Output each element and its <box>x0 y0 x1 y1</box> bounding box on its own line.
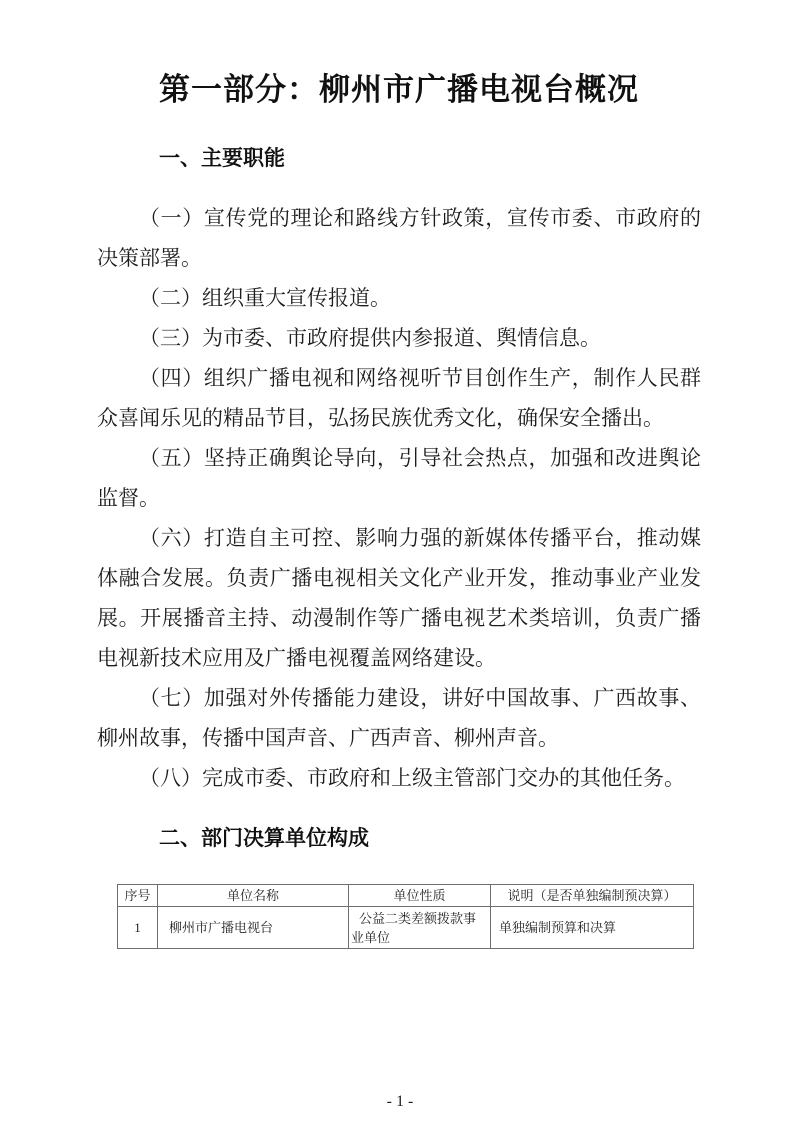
table-row <box>118 907 694 949</box>
units-table <box>117 884 694 949</box>
table-cell-index: 1 <box>118 907 158 949</box>
section-heading-main-duties: 一、主要职能 <box>159 147 285 170</box>
page-number: - 1 - <box>386 1093 414 1110</box>
duty-paragraph: （七）加强对外传播能力建设，讲好中国故事、广西故事、柳州故事，传播中国声音、广西声音、柳州声音。 <box>97 686 701 750</box>
table-cell-unit-name: 柳州市广播电视台 <box>158 907 349 949</box>
duty-paragraph: （八）完成市委、市政府和上级主管部门交办的其他任务。 <box>139 766 685 790</box>
table-header-row <box>118 885 694 907</box>
table-cell-note: 单独编制预算和决算 <box>491 907 694 949</box>
duty-paragraph: （四）组织广播电视和网络视听节目创作生产，制作人民群众喜闻乐见的精品节目，弘扬民族优秀文化，确保安全播出。 <box>97 366 701 430</box>
duty-paragraph: （五）坚持正确舆论导向，引导社会热点，加强和改进舆论监督。 <box>97 446 701 510</box>
units-table-body <box>118 907 694 949</box>
page-title: 第一部分：柳州市广播电视台概况 <box>159 72 639 107</box>
section-heading-unit-composition: 二、部门决算单位构成 <box>159 827 369 850</box>
duty-paragraph: （三）为市委、市政府提供内参报道、舆情信息。 <box>139 326 601 350</box>
duty-paragraph: （六）打造自主可控、影响力强的新媒体传播平台，推动媒体融合发展。负责广播电视相关文化产业开发，推动事业产业发展。开展播音主持、动漫制作等广播电视艺术类培训，负责广播电视新技术应用及广播电视覆盖网络建设。 <box>97 526 701 670</box>
duties-paragraph-list <box>97 198 701 798</box>
table-cell-unit-nature: 公益二类差额拨款事业单位 <box>349 907 491 949</box>
table-header-unit-nature: 单位性质 <box>349 885 491 907</box>
duty-paragraph: （二）组织重大宣传报道。 <box>139 286 391 310</box>
table-header-note: 说明（是否单独编制预决算） <box>491 885 694 907</box>
units-table-header <box>118 885 694 907</box>
table-header-unit-name: 单位名称 <box>158 885 349 907</box>
table-header-index: 序号 <box>118 885 158 907</box>
duty-paragraph: （一）宣传党的理论和路线方针政策，宣传市委、市政府的决策部署。 <box>97 206 701 270</box>
